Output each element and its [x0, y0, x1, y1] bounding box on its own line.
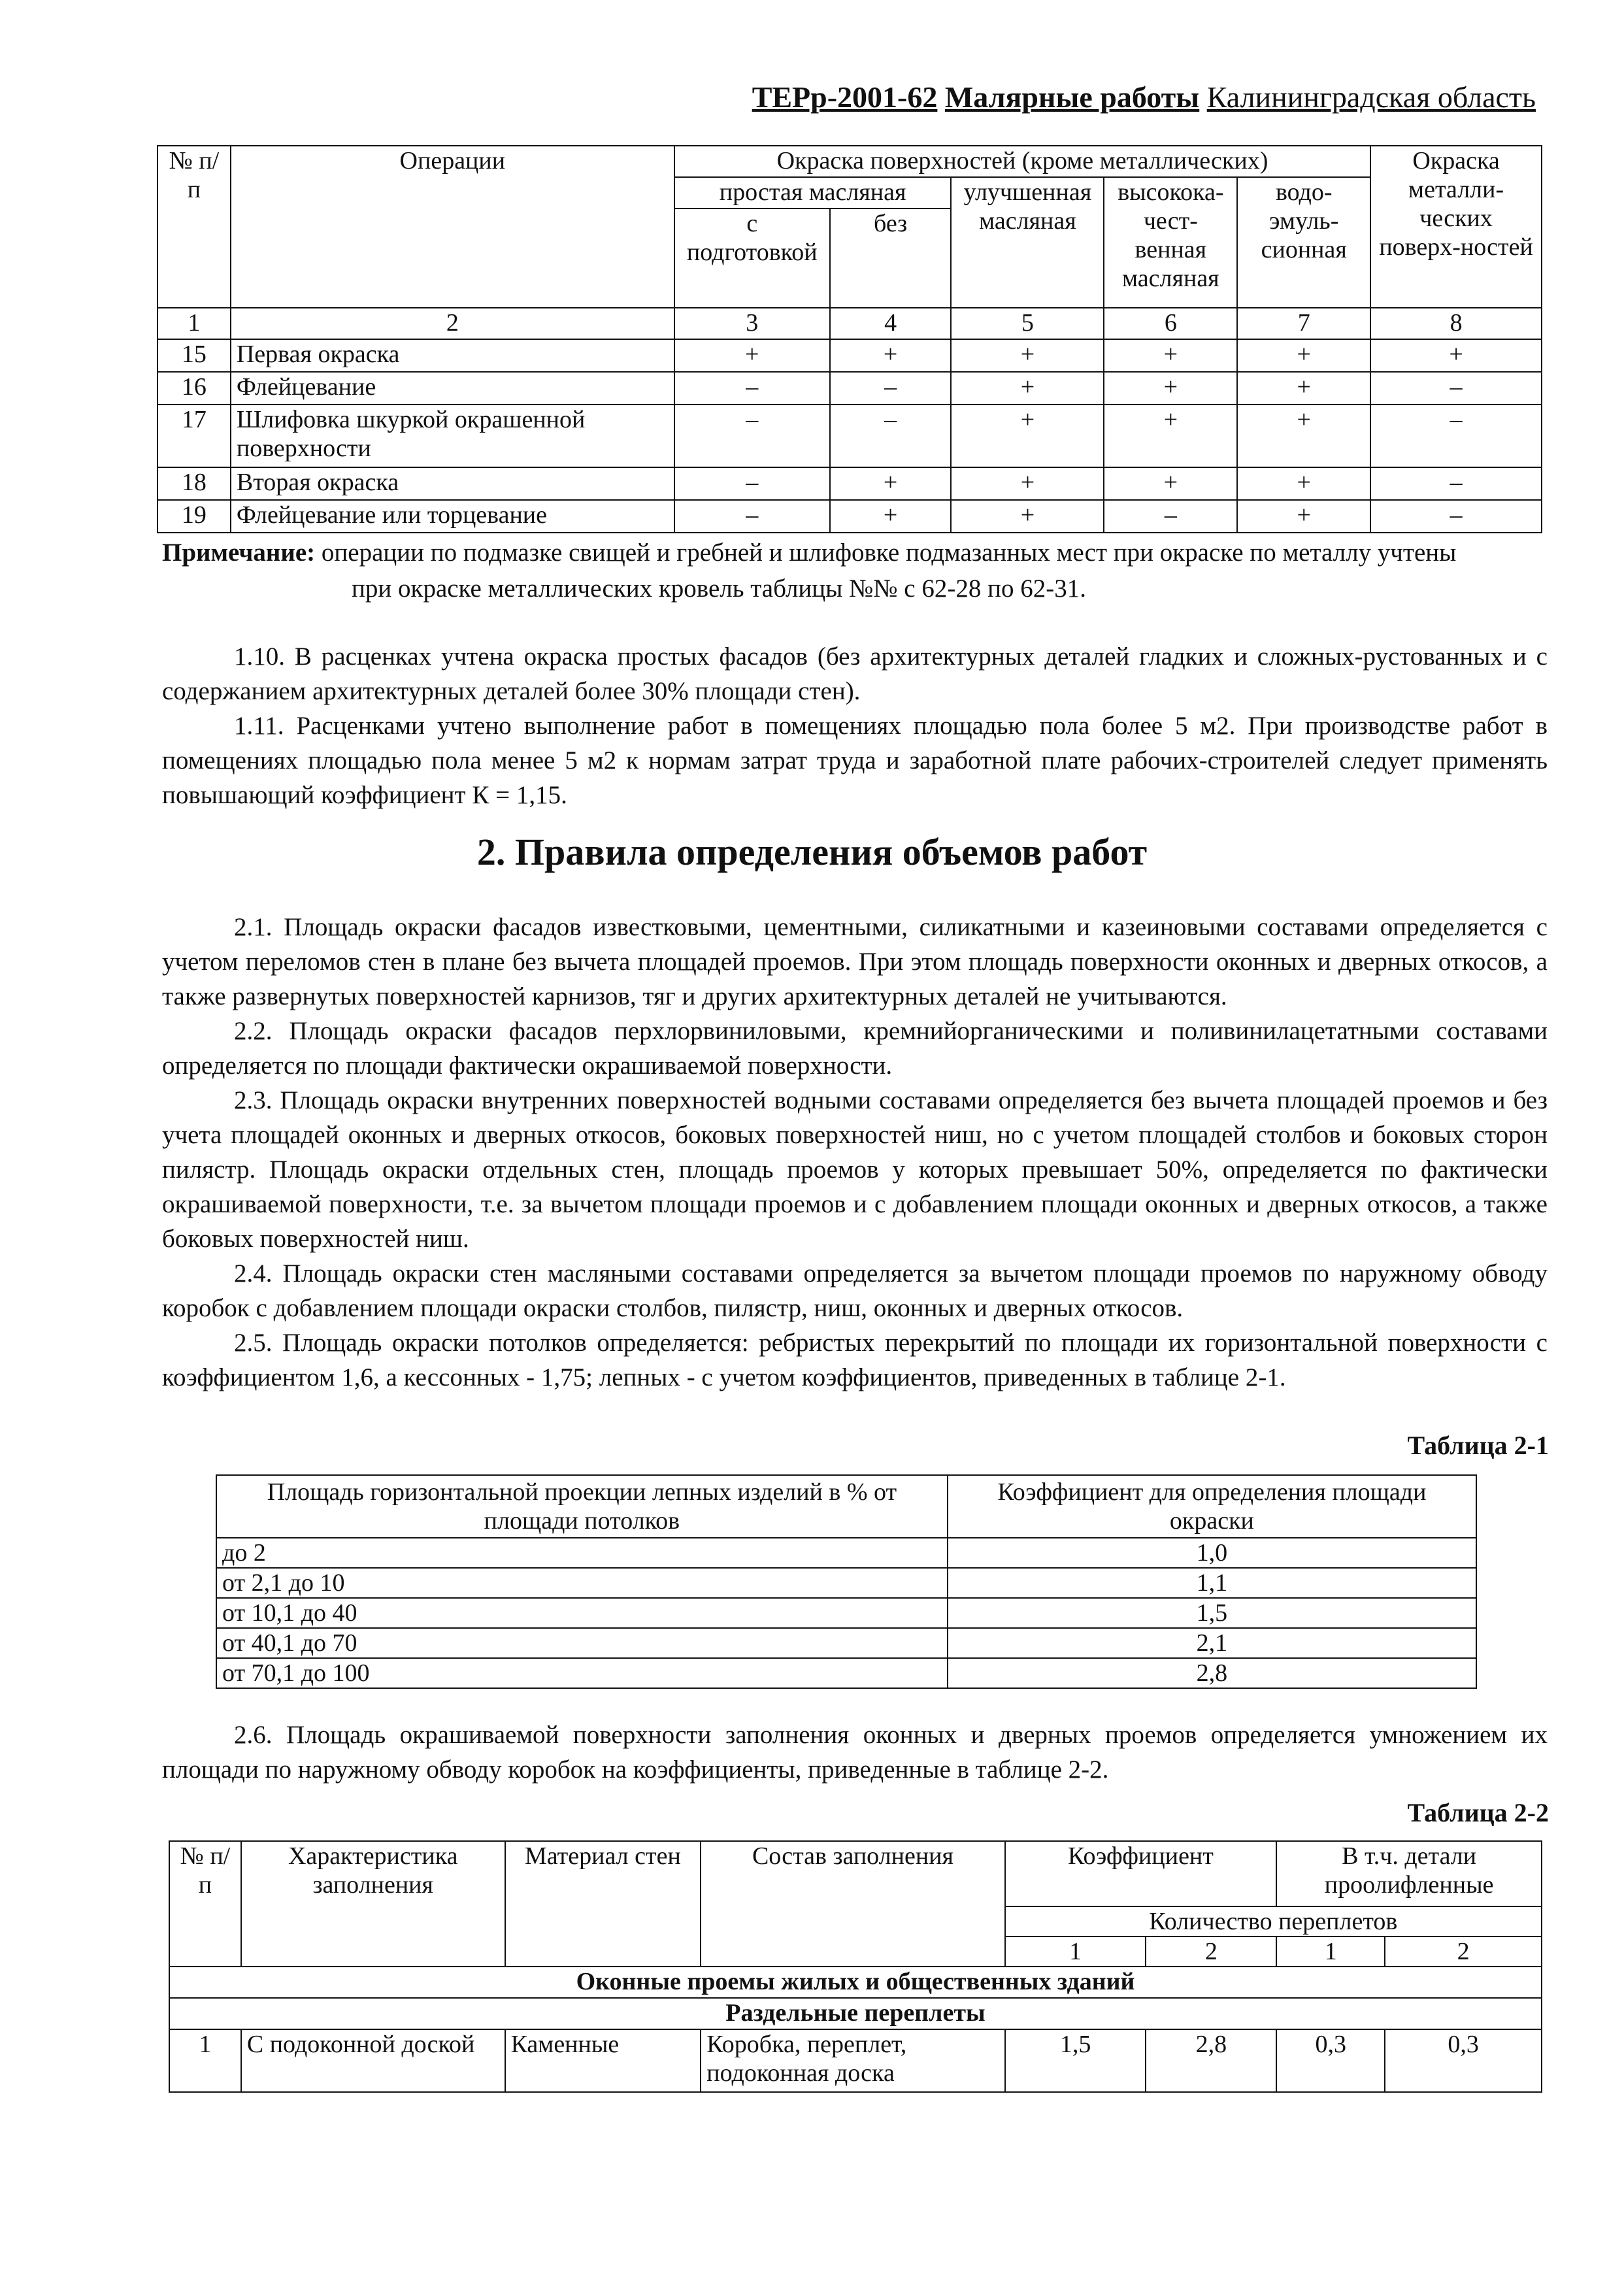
- paragraphs-top: [162, 639, 1548, 812]
- cell-coef: 2,1: [948, 1628, 1476, 1658]
- t1-colnum-row: [157, 308, 1542, 339]
- table-note: [162, 535, 1548, 607]
- row-op: Вторая окраска: [231, 467, 674, 500]
- table-row: [216, 1598, 1476, 1628]
- t22-section-heading: Оконные проемы жилых и общественных зданий: [169, 1967, 1542, 1998]
- row-op: Шлифовка шкуркой окрашенной поверхности: [231, 405, 674, 467]
- note-line2: при окраске металлических кровель таблицы №№ с 62-28 по 62-31.: [352, 574, 1086, 603]
- cell: –: [674, 467, 830, 500]
- t22-head-n3: 1: [1276, 1937, 1385, 1967]
- cell: +: [674, 339, 830, 372]
- row-num: 15: [157, 339, 231, 372]
- row-num: 16: [157, 372, 231, 405]
- cell-char: С подоконной доской: [241, 2029, 505, 2092]
- cell: +: [951, 467, 1104, 500]
- t1-colnum: 8: [1370, 308, 1542, 339]
- cell-range: от 2,1 до 10: [216, 1568, 948, 1598]
- t1-head-num: № п/п: [157, 146, 231, 308]
- page-header: [738, 80, 1536, 123]
- paragraph: 2.1. Площадь окраски фасадов известковыми, цементными, силикатными и казеиновыми составами определяется с учетом переломов стен в плане без вычета площадей проемов. При этом площадь поверхности оконных и дверных откосов, а также развернутых поверхностей карнизов, тяг и других архитектурных деталей не учитываются.: [162, 913, 1548, 1010]
- cell: +: [1370, 339, 1542, 372]
- t22-head-char: Характеристика заполнения: [241, 1841, 505, 1967]
- t22-head-n4: 2: [1385, 1937, 1542, 1967]
- cell-material: Каменные: [505, 2029, 701, 2092]
- section-title: 2. Правила определения объемов работ: [476, 831, 1148, 873]
- t1-head-ops: Операции: [231, 146, 674, 308]
- cell: +: [951, 372, 1104, 405]
- t22-head-num: № п/п: [169, 1841, 241, 1967]
- cell-composition: Коробка, переплет, подоконная доска: [701, 2029, 1004, 2092]
- paragraph-26: [162, 1718, 1548, 1787]
- paragraph: 2.6. Площадь окрашиваемой поверхности заполнения оконных и дверных проемов определяется умножением их площади по наружному обводу коробок на коэффициенты, приведенные в таблице 2-2.: [162, 1721, 1548, 1784]
- cell-value: 1,5: [1005, 2029, 1146, 2092]
- paragraph: 2.2. Площадь окраски фасадов перхлорвиниловыми, кремнийорганическими и поливинилацетатными составами определяется по площади фактически окрашиваемой поверхности.: [162, 1017, 1548, 1080]
- table-row: [157, 372, 1542, 405]
- cell: –: [1370, 467, 1542, 500]
- cell: –: [674, 405, 830, 467]
- table-row: [169, 2029, 1542, 2092]
- paragraph: 2.5. Площадь окраски потолков определяется: ребристых перекрытий по площади их горизонтальной поверхности с коэффициентом 1,6, а кессонных - 1,75; лепных - с учетом коэффициентов, приведенных в таблице 2-1.: [162, 1329, 1548, 1391]
- t1-colnum: 7: [1237, 308, 1370, 339]
- cell-coef: 1,0: [948, 1538, 1476, 1568]
- cell: +: [951, 339, 1104, 372]
- t22-head-n2: 2: [1146, 1937, 1276, 1967]
- cell-range: от 70,1 до 100: [216, 1658, 948, 1688]
- t1-colnum: 6: [1104, 308, 1237, 339]
- cell: +: [1237, 500, 1370, 533]
- t1-colnum: 1: [157, 308, 231, 339]
- t22-head-profiled: В т.ч. детали проолифленные: [1276, 1841, 1542, 1906]
- cell-coef: 1,5: [948, 1598, 1476, 1628]
- table-row: [157, 500, 1542, 533]
- t22-head-material: Материал стен: [505, 1841, 701, 1967]
- cell: –: [674, 500, 830, 533]
- cell: –: [674, 372, 830, 405]
- cell: +: [1104, 405, 1237, 467]
- paragraphs-rules: [162, 910, 1548, 1395]
- header-code: ТЕРр-2001-62: [752, 80, 938, 114]
- cell: +: [1237, 467, 1370, 500]
- row-num: 17: [157, 405, 231, 467]
- cell: +: [1237, 372, 1370, 405]
- t1-head-water: водо-эмуль-сионная: [1237, 177, 1370, 308]
- t1-head-metal: Окраска металли-ческих поверх-ностей: [1370, 146, 1542, 308]
- t21-head-coef: Коэффициент для определения площади окраски: [948, 1475, 1476, 1538]
- t1-head-improved: улучшенная масляная: [951, 177, 1104, 308]
- cell: +: [830, 339, 952, 372]
- note-line1: операции по подмазке свищей и гребней и шлифовке подмазанных мест при окраске по металлу учтены: [321, 539, 1457, 567]
- t21-head-area: Площадь горизонтальной проекции лепных изделий в % от площади потолков: [216, 1475, 948, 1538]
- t22-head-count: Количество переплетов: [1005, 1906, 1542, 1937]
- t1-colnum: 3: [674, 308, 830, 339]
- cell: +: [1104, 372, 1237, 405]
- cell-range: от 10,1 до 40: [216, 1598, 948, 1628]
- cell: +: [830, 500, 952, 533]
- paragraph: 1.10. В расценках учтена окраска простых фасадов (без архитектурных деталей гладких и сложных-рустованных и с содержанием архитектурных деталей более 30% площади стен).: [162, 642, 1548, 705]
- row-num: 18: [157, 467, 231, 500]
- row-num: 19: [157, 500, 231, 533]
- note-label: Примечание:: [162, 539, 316, 567]
- cell-range: до 2: [216, 1538, 948, 1568]
- table21-caption: Таблица 2-1: [1407, 1431, 1549, 1460]
- table-row: [157, 405, 1542, 467]
- t22-head-n1: 1: [1005, 1937, 1146, 1967]
- table-2-2: [169, 1840, 1542, 2093]
- cell: +: [830, 467, 952, 500]
- table-row: [216, 1628, 1476, 1658]
- operations-table: [157, 145, 1542, 533]
- cell: –: [1370, 500, 1542, 533]
- cell-coef: 2,8: [948, 1658, 1476, 1688]
- cell: +: [951, 500, 1104, 533]
- paragraph: 2.3. Площадь окраски внутренних поверхностей водными составами определяется без вычета площадей проемов и без учета площадей оконных и дверных откосов, боковых поверхностей ниш, но с учетом площадей столбов и боковых сторон пилястр. Площадь окраски отдельных стен, площадь проемов у которых превышает 50%, определяется по фактически окрашиваемой поверхности, т.е. за вычетом площади проемов и с добавлением площади оконных и дверных откосов, а также боковых поверхностей ниш.: [162, 1086, 1548, 1253]
- cell: –: [1370, 405, 1542, 467]
- row-op: Флейцевание: [231, 372, 674, 405]
- table-row: [216, 1658, 1476, 1688]
- cell: +: [1237, 339, 1370, 372]
- t1-head-with-prep: с подготовкой: [674, 208, 830, 308]
- table-2-1: [216, 1474, 1477, 1689]
- cell-value: 2,8: [1146, 2029, 1276, 2092]
- t1-head-group: Окраска поверхностей (кроме металлических): [674, 146, 1370, 177]
- t1-colnum: 4: [830, 308, 952, 339]
- table22-caption: Таблица 2-2: [1407, 1798, 1549, 1827]
- cell: –: [1104, 500, 1237, 533]
- header-section: Малярные работы: [944, 80, 1200, 114]
- header-region: Калининградская область: [1206, 80, 1536, 114]
- row-op: Флейцевание или торцевание: [231, 500, 674, 533]
- t1-head-without: без: [830, 208, 952, 308]
- paragraph: 1.11. Расценками учтено выполнение работ в помещениях площадью пола более 5 м2. При производстве работ в помещениях площадью пола менее 5 м2 к нормам затрат труда и заработной плате рабочих-строителей следует применять повышающий коэффициент К = 1,15.: [162, 712, 1548, 809]
- paragraph: 2.4. Площадь окраски стен масляными составами определяется за вычетом площади проемов по наружному обводу коробок с добавлением площади окраски столбов, пилястр, ниш, оконных и дверных откосов.: [162, 1259, 1548, 1322]
- table-row: [157, 339, 1542, 372]
- t1-colnum: 5: [951, 308, 1104, 339]
- cell-value: 0,3: [1276, 2029, 1385, 2092]
- cell: –: [830, 405, 952, 467]
- cell-range: от 40,1 до 70: [216, 1628, 948, 1658]
- cell: +: [1104, 467, 1237, 500]
- cell: +: [1104, 339, 1237, 372]
- table-row: [157, 467, 1542, 500]
- row-op: Первая окраска: [231, 339, 674, 372]
- t22-head-coef: Коэффициент: [1005, 1841, 1277, 1906]
- cell: +: [951, 405, 1104, 467]
- table-row: [216, 1568, 1476, 1598]
- table-row: [216, 1538, 1476, 1568]
- t22-head-composition: Состав заполнения: [701, 1841, 1004, 1967]
- t1-head-high: высокока-чест-венная масляная: [1104, 177, 1237, 308]
- t1-colnum: 2: [231, 308, 674, 339]
- cell: +: [1237, 405, 1370, 467]
- t22-subsection-heading: Раздельные переплеты: [169, 1998, 1542, 2029]
- row-num: 1: [169, 2029, 241, 2092]
- cell: –: [830, 372, 952, 405]
- cell-coef: 1,1: [948, 1568, 1476, 1598]
- cell: –: [1370, 372, 1542, 405]
- t1-head-simple: простая масляная: [674, 177, 952, 208]
- cell-value: 0,3: [1385, 2029, 1542, 2092]
